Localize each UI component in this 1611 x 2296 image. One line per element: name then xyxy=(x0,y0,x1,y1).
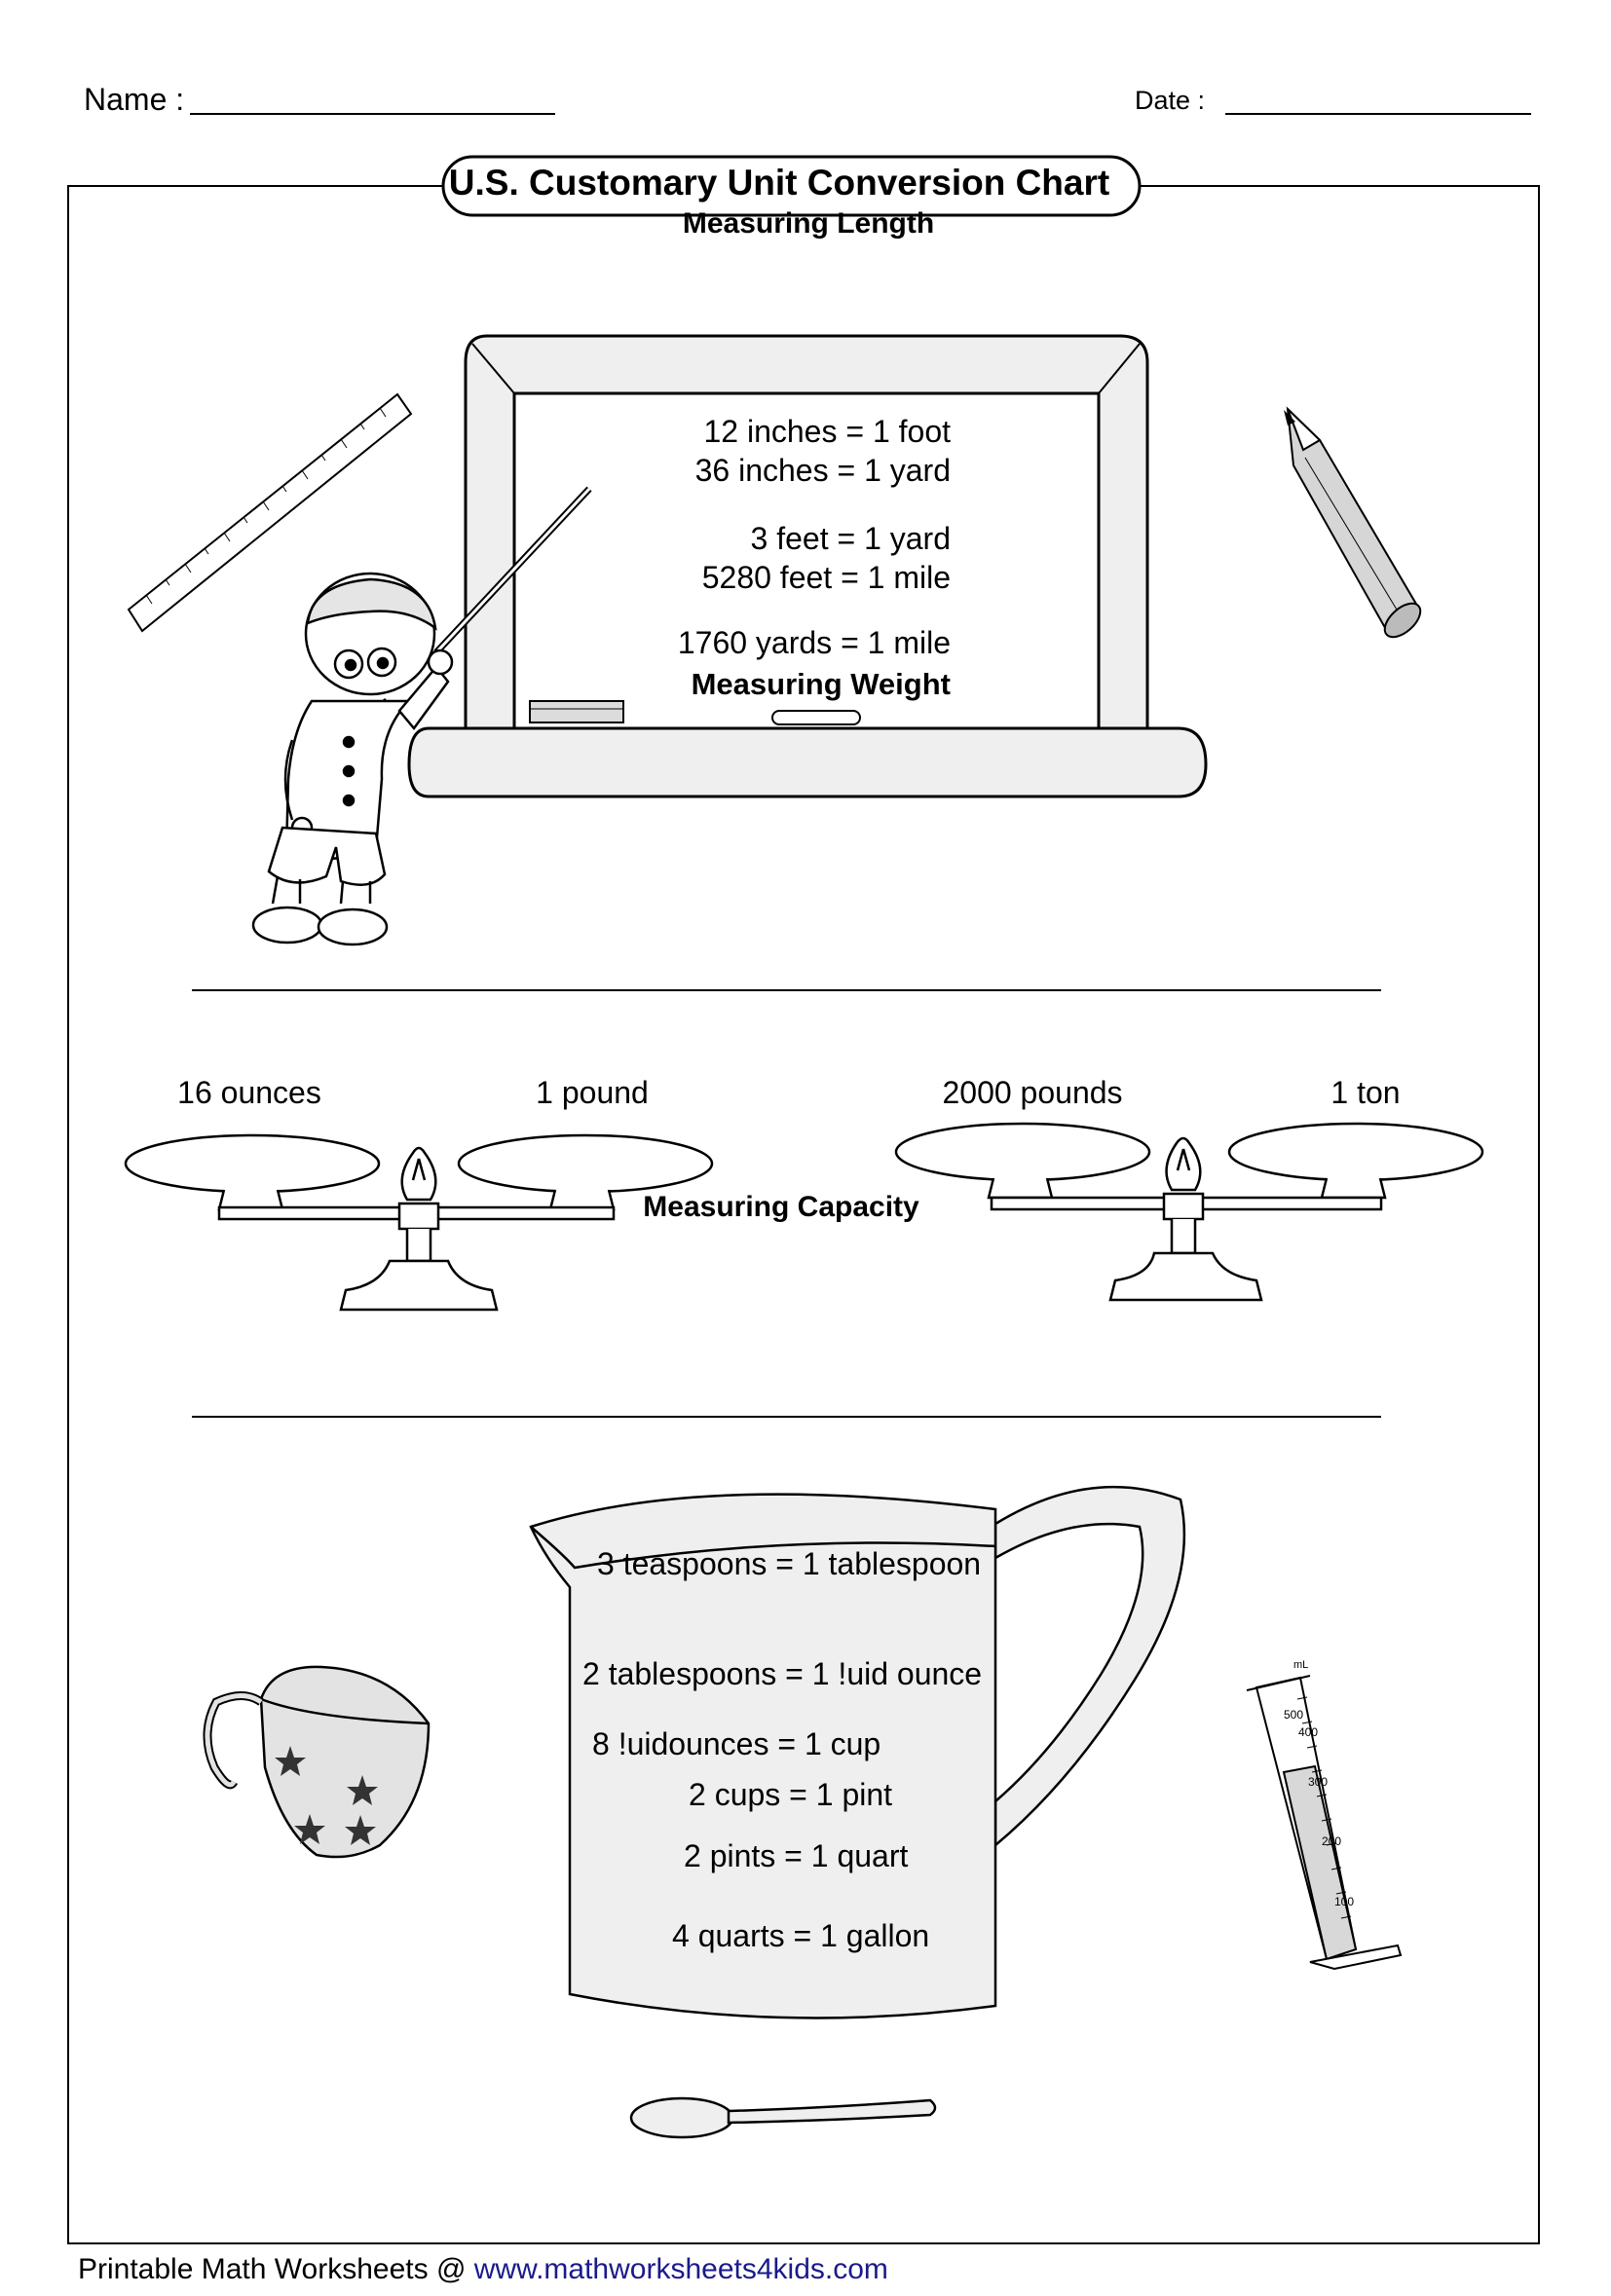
length-line: 12 inches = 1 foot xyxy=(703,414,951,449)
capacity-line: 2 cups = 1 pint xyxy=(689,1777,893,1812)
date-field[interactable] xyxy=(1225,80,1531,115)
capacity-line: 3 teaspoons = 1 tablespoon xyxy=(597,1546,982,1581)
footer xyxy=(78,2253,888,2286)
scale-right-label: 1 ton xyxy=(1330,1075,1401,1110)
scale-left-label: 2000 pounds xyxy=(942,1075,1123,1110)
capacity-line: 8 !uidounces = 1 cup xyxy=(592,1726,881,1761)
graduated-cylinder-illustration xyxy=(1247,1676,1401,1969)
page-title: U.S. Customary Unit Conversion Chart xyxy=(448,163,1110,203)
name-label: Name : xyxy=(84,82,185,117)
cylinder-unit-label: mL xyxy=(1293,1659,1309,1671)
cylinder-mark: 300 xyxy=(1308,1775,1329,1789)
capacity-line: 2 tablespoons = 1 !uid ounce xyxy=(582,1656,983,1691)
capacity-line: 2 pints = 1 quart xyxy=(684,1838,909,1873)
scale-left-label: 16 ounces xyxy=(177,1075,321,1110)
footer-link[interactable]: www.mathworksheets4kids.com xyxy=(473,2253,888,2285)
pencil-illustration xyxy=(1284,409,1426,644)
teacup-illustration xyxy=(207,1667,429,1857)
footer-label: Printable Math Worksheets @ xyxy=(78,2253,467,2285)
length-line: 36 inches = 1 yard xyxy=(694,453,951,488)
cylinder-mark: 400 xyxy=(1298,1725,1319,1739)
cylinder-mark: 500 xyxy=(1284,1708,1304,1722)
date-label: Date : xyxy=(1135,86,1206,115)
scale-right-label: 1 pound xyxy=(536,1075,649,1110)
capacity-line: 4 quarts = 1 gallon xyxy=(672,1918,930,1953)
cylinder-mark: 200 xyxy=(1322,1834,1342,1848)
length-line: 3 feet = 1 yard xyxy=(750,521,951,556)
length-line: 1760 yards = 1 mile xyxy=(677,625,951,660)
length-line: 5280 feet = 1 mile xyxy=(701,560,951,595)
capacity-heading: Measuring Capacity xyxy=(643,1191,919,1223)
length-heading: Measuring Length xyxy=(682,207,935,240)
balance-scale-left xyxy=(126,1135,712,1310)
weight-heading: Measuring Weight xyxy=(691,667,951,701)
cylinder-mark: 100 xyxy=(1334,1895,1355,1908)
balance-scale-right xyxy=(896,1124,1482,1300)
name-field[interactable] xyxy=(190,80,555,115)
spoon-illustration xyxy=(631,2098,935,2137)
